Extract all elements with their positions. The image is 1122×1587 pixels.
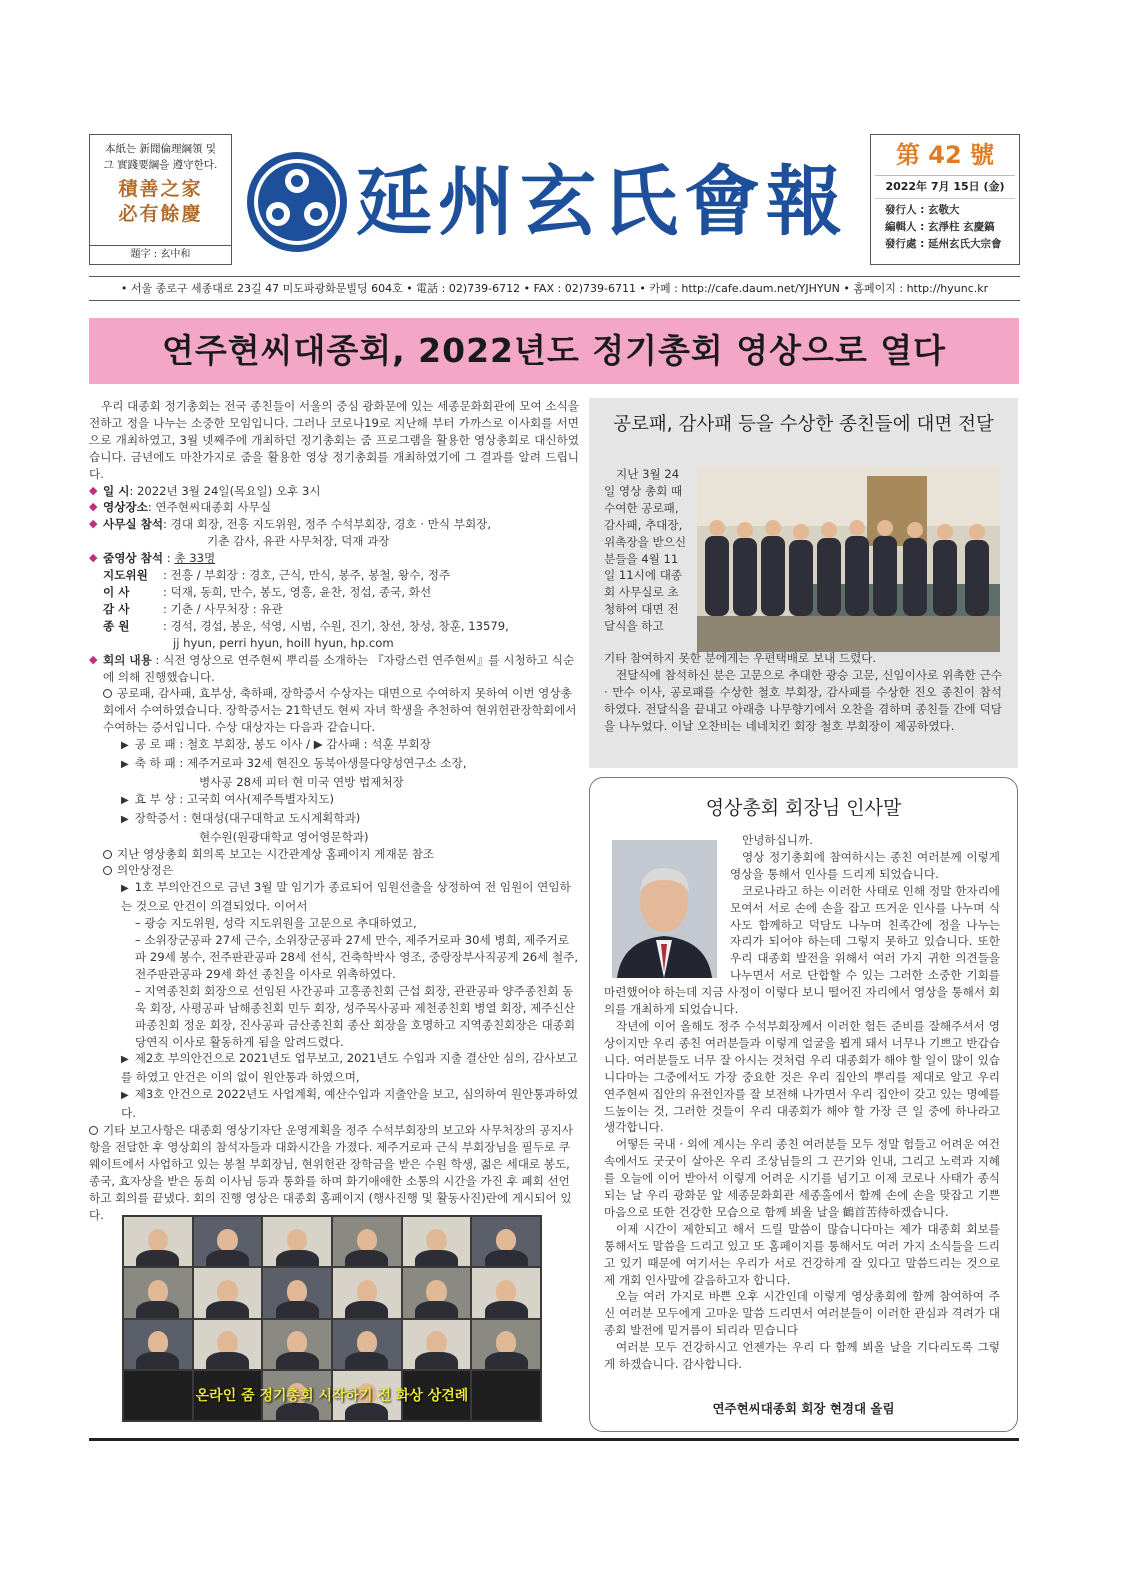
participant-tile bbox=[333, 1268, 401, 1317]
main-headline: 연주현씨대종회, 2022년도 정기총회 영상으로 열다 bbox=[89, 318, 1019, 384]
participant-tile bbox=[124, 1320, 192, 1369]
calligraphy-caption: 題字 : 玄中和 bbox=[90, 245, 231, 264]
award-delivery-text-wide: 기타 참여하지 못한 분에게는 우편택배로 보내 드렸다. bbox=[604, 651, 877, 665]
triangle-bullet-icon: ▶ bbox=[121, 759, 129, 771]
award-item bbox=[121, 755, 579, 774]
ethics-box bbox=[89, 134, 232, 265]
meeting-content-value: : 식전 영상으로 연주현씨 뿌리를 소개하는 『자랑스런 연주현씨』를 시청하고 식순에 의해 진행했습니다. bbox=[103, 652, 575, 684]
role-value: : 덕재, 동희, 만수, 봉도, 영흥, 윤찬, 정섭, 종국, 화선 bbox=[163, 584, 432, 599]
greeting-narrow-block bbox=[604, 832, 1000, 883]
award-text-continued: 현수원(원광대학교 영어영문학과) bbox=[199, 829, 369, 844]
agenda-item bbox=[121, 1086, 579, 1122]
agenda-subitem: – 광승 지도위원, 성락 지도위원을 고문으로 추대하였고, bbox=[135, 916, 417, 931]
office-attendance-value: : 경대 회장, 전흥 지도위원, 정주 수석부회장, 경호 · 만식 부회장, bbox=[163, 517, 492, 532]
editor: 編輯人 : 玄淨柱 玄慶鎬 bbox=[885, 221, 995, 233]
issue-number: 第 42 號 bbox=[875, 135, 1015, 176]
participant-tile bbox=[124, 1268, 192, 1317]
award-delivery-paragraph: 전달식에 참석하신 분은 고문으로 추대한 광승 고문, 신임이사로 위촉한 근수 · 만수 이사, 공로패를 수상한 철호 부회장, 감사패를 수상한 진오 종친이 참석하였다. 전달식을 끝내고 아래층 나무향기에서 오찬을 겸하며 종친들 간에 덕담을 나누었다. 이날 오찬비는 네네치킨 회장 철호 부회장이 제공하였다. bbox=[604, 667, 1002, 733]
participant-tile bbox=[263, 1320, 331, 1369]
zoom-photo-caption: 온라인 줌 정기총회 시작하기 전 화상 상견례 bbox=[195, 1388, 469, 1404]
participant-tile bbox=[194, 1268, 262, 1317]
zoom-attendance-label: 줌영상 참석 bbox=[103, 551, 164, 566]
main-article bbox=[89, 398, 579, 1224]
award-text: 장학증서 : 현대성(대구대학교 도시계획학과) bbox=[134, 810, 361, 825]
diamond-bullet-icon: ◆ bbox=[89, 517, 98, 531]
office-attendance-value-2: 기춘 감사, 유관 사무처장, 덕재 과장 bbox=[207, 534, 390, 549]
participant-tile bbox=[472, 1268, 540, 1317]
triangle-bullet-icon: ▶ bbox=[121, 1090, 129, 1102]
meeting-date-row bbox=[89, 483, 579, 500]
award-intro bbox=[103, 685, 579, 736]
circle-bullet-icon bbox=[103, 866, 112, 875]
prev-minutes bbox=[103, 846, 579, 863]
participant-tile bbox=[194, 1217, 262, 1266]
circle-bullet-icon bbox=[103, 689, 112, 698]
greeting-paragraph: 안녕하십니까. bbox=[742, 833, 813, 847]
role-label: 이 사 bbox=[103, 584, 130, 599]
issue-date: 2022年 7月 15日 (金) bbox=[875, 176, 1015, 199]
greeting-paragraph: 여러분 모두 건강하시고 언젠가는 우리 다 함께 뵈올 날을 기다리도록 그렇게 하겠습니다. 감사합니다. bbox=[604, 1340, 1000, 1372]
award-delivery-text bbox=[604, 650, 1002, 735]
award-item bbox=[121, 791, 579, 810]
ethics-line-2: 그 實踐要綱을 遵守한다. bbox=[103, 159, 218, 171]
award-item bbox=[121, 736, 579, 755]
clan-emblem-icon bbox=[245, 150, 349, 254]
triangle-bullet-icon: ▶ bbox=[121, 1054, 129, 1066]
greeting-paragraph: 코로나라고 하는 이러한 사태로 인해 정말 한자리에 모여서 서로 손에 손을 잡고 뜨거운 인사를 나누며 식사도 함께하고 덕담도 나누며 친족간에 정을 나누는 자리가 되어야 하는데 그렇지 못하고 있습니다. 또한 우리 대종회 발전을 위해서 여러 가지 귀한 의견들을 나누면서 서로 단합할 수 있는 그러한 소중한 기회를 마련했어야 하는데 지금 사정이 이렇다 보니 떨어진 자리에서 영상을 통해서 회의를 개최하게 되었습니다. bbox=[604, 883, 1000, 1017]
zoom-attendance-count: 총 33명 bbox=[174, 551, 216, 566]
venue-row bbox=[89, 499, 579, 516]
triangle-bullet-icon: ▶ bbox=[121, 813, 129, 825]
agenda-title bbox=[103, 862, 579, 879]
issue-box bbox=[870, 134, 1020, 265]
role-row-auditors bbox=[103, 601, 579, 618]
other-reports bbox=[89, 1122, 579, 1223]
award-item bbox=[121, 810, 579, 829]
publishing-office: 發行處 : 延州玄氏大宗會 bbox=[885, 238, 1002, 250]
agenda-text: 1호 부의안건으로 금년 3월 말 임기가 종료되어 임원선출을 상정하여 전 임원이 연임하는 것으로 안건이 의결되었다. 이어서 bbox=[121, 880, 571, 914]
agenda-item bbox=[121, 879, 579, 915]
calligraphy-line-2: 必有餘慶 bbox=[118, 203, 203, 225]
award-delivery-text-narrow: 지난 3월 24일 영상 총회 때 수여한 공로패, 감사패, 추대장, 위촉장을 받으신 분들을 4월 11일 11시에 대종회 사무실로 초청하여 대면 전달식을 하고 bbox=[604, 467, 687, 634]
bottom-rule bbox=[89, 1438, 1019, 1441]
agenda-subitem: – 소위장군공파 27세 근수, 소위장군공파 27세 만수, 제주거로파 30세 병희, 제주거로파 29세 봉수, 전주판관공파 28세 선식, 건축학박사 영조, 중랑장부사직공게 26세 철주, 전주판관공파 29세 화선 종친을 이사로 위촉하였다. bbox=[135, 933, 579, 981]
diamond-bullet-icon: ◆ bbox=[89, 483, 98, 497]
meeting-content-label: 회의 내용 bbox=[103, 652, 152, 667]
award-intro-text: 공로패, 감사패, 효부상, 축하패, 장학증서 수상자는 대면으로 수여하지 못하여 이번 영상총회에서 수여하였습니다. 장학증서는 21학년도 현씨 자녀 학생을 추천하여 현위헌관장학회에서 수여하는 증서입니다. 수상 대상자는 다음과 같습니다. bbox=[103, 686, 577, 735]
circle-bullet-icon bbox=[103, 850, 112, 859]
participant-tile bbox=[333, 1320, 401, 1369]
zoom-attendance-row bbox=[89, 550, 579, 567]
office-attendance-row bbox=[89, 516, 579, 533]
participant-tile bbox=[263, 1217, 331, 1266]
newspaper-title: 延州玄氏會報 bbox=[356, 157, 848, 246]
greeting-signature: 연주현씨대종회 회장 현경대 올림 bbox=[712, 1401, 895, 1416]
office-attendance-label: 사무실 참석 bbox=[103, 517, 164, 532]
meeting-date-label: 일 시 bbox=[103, 483, 130, 498]
participant-tile bbox=[333, 1217, 401, 1266]
meeting-date-value: : 2022년 3월 24일(목요일) 오후 3시 bbox=[129, 483, 321, 498]
participant-tile bbox=[403, 1217, 471, 1266]
diamond-bullet-icon: ◆ bbox=[89, 500, 98, 514]
contact-info-bar: • 서울 종로구 세종대로 23길 47 미도파광화문빌딩 604호 • 電話 : 02)739-6712 • FAX : 02)739-6711 • 카페 : http://cafe.daum.net/YJHYUN • 홈페이지 : http://hyunc.kr bbox=[89, 276, 1020, 301]
triangle-bullet-icon: ▶ bbox=[121, 883, 129, 895]
role-value: : 기춘 / 사무처장 : 유관 bbox=[163, 601, 283, 616]
agenda-text: 제2호 부의안건으로 2021년도 업무보고, 2021년도 수입과 지출 결산안 심의, 감사보고를 하였고 안건은 이의 없이 원안통과 하였으며, bbox=[121, 1051, 578, 1085]
greeting-paragraph: 작년에 이어 올해도 정주 수석부회장께서 이러한 험든 준비를 잘해주셔서 영상이지만 우리 종친 여러분들과 이렇게 얼굴을 뵙게 돼서 너무나 기쁘고 반갑습니다. 여러분들도 너무 잘 아시는 것처럼 우리 대종회가 해야 할 일이 많이 있습니다마는 그중에서도 가장 중요한 것은 우리 집안의 뿌리를 제대로 알고 우리 연주현씨 집안의 유전인자를 잘 보전해 나가면서 우리 집안이 갖고 있는 명예를 드높이는 것, 그러한 것들이 우리 대종회가 해야 할 가장 큰 일 중에 하나라고 생각합니다. bbox=[604, 1018, 1000, 1135]
participant-tile bbox=[472, 1320, 540, 1369]
role-row-directors bbox=[103, 584, 579, 601]
meeting-content bbox=[103, 652, 579, 686]
greeting-text bbox=[604, 832, 1000, 1373]
award-text: 축 하 패 : 제주거로파 32세 현진오 동북아생물다양성연구소 소장, bbox=[134, 756, 467, 771]
calligraphy-line-1: 積善之家 bbox=[118, 178, 203, 200]
award-text: 공 로 패 : 철호 부회장, 봉도 이사 / ▶ 감사패 : 석훈 부회장 bbox=[134, 737, 431, 752]
award-text-continued: 병사공 28세 피터 현 미국 연방 법제처장 bbox=[199, 774, 404, 789]
triangle-bullet-icon: ▶ bbox=[121, 794, 129, 806]
staff-list bbox=[871, 199, 1019, 253]
participant-tile bbox=[472, 1217, 540, 1266]
zoom-colon: : bbox=[163, 551, 175, 566]
diamond-bullet-icon: ◆ bbox=[89, 551, 98, 565]
greeting-title: 영상총회 회장님 인사말 bbox=[705, 797, 902, 819]
ethics-line-1: 本紙는 新聞倫理綱領 및 bbox=[105, 143, 216, 155]
diamond-bullet-icon: ◆ bbox=[89, 652, 98, 666]
role-value: : 경석, 경섭, 봉운, 석영, 시범, 수원, 진기, 창선, 창성, 창훈, 13579, bbox=[163, 618, 509, 633]
publisher: 發行人 : 玄敬大 bbox=[885, 204, 960, 216]
role-value: : 전흥 / 부회장 : 경호, 근식, 만식, 봉주, 봉철, 왕수, 정주 bbox=[163, 568, 451, 583]
article-intro: 우리 대종회 정기총회는 전국 종친들이 서울의 중심 광화문에 있는 세종문화회관에 모여 소식을 전하고 정을 나누는 소중한 모임입니다. 그러나 코로나19로 지난해 부터 가까스로 이사회를 서면으로 개최하였고, 3월 넷째주에 개최하던 정기총회는 줌 프로그램을 활용한 영상총회로 대신하였습니다. 금년에도 마찬가지로 줌을 활용한 영상 정기총회를 개최하였기에 그 결과를 알려 드립니다. bbox=[89, 399, 579, 481]
award-delivery-title: 공로패, 감사패 등을 수상한 종친들에 대면 전달 bbox=[613, 414, 994, 435]
greeting-paragraph: 이제 시간이 제한되고 해서 드릴 말씀이 많습니다마는 제가 대종회 회보를 통해서도 말씀을 드리고 있고 또 홈페이지를 통해서도 여러 가지 소식들을 드리고 있기 때문에 여기서는 우리가 서로 건강하게 잘 있다고 말씀드리는 것으로 제 개회 인사말에 갈음하고자 합니다. bbox=[604, 1221, 1000, 1287]
role-value-2: jj hyun, perri hyun, hoill hyun, hp.com bbox=[173, 635, 394, 650]
prev-minutes-text: 지난 영상총회 회의록 보고는 시간관계상 홈페이지 게재문 참조 bbox=[117, 846, 434, 861]
role-label: 종 원 bbox=[103, 618, 130, 633]
role-row-advisors bbox=[103, 567, 579, 584]
role-row-members bbox=[103, 618, 579, 635]
greeting-paragraph: 어떻든 국내 · 외에 계시는 우리 종친 여러분들 모두 정말 험들고 어려운 여건 속에서도 굿굿이 살아온 우리 조상님들의 그 끈기와 인내, 그리고 노력과 지혜를 오늘에 이어 받아서 이렇게 어려운 시기를 넘기고 이제 코로나 사태가 종식되는 날 우리 광화문 앞 세종문화회관 세종홀에서 함께 손에 손을 맞잡고 기쁜 마음으로 또한 건강한 모습으로 함께 뵈올 날을 鶴首苦待하겠습니다. bbox=[604, 1137, 1000, 1219]
agenda-title-text: 의안상정은 bbox=[117, 863, 173, 878]
other-reports-text: 기타 보고사항은 대종회 영상기자단 운영계획을 정주 수석부회장의 보고와 사무처장의 공지사항을 전달한 후 영상회의 참석자들과 대화시간을 가졌다. 제주거로파 근식 부회장님을 필두로 쿠웨이트에서 사업하고 있는 봉철 부회장님, 현위헌관 장학금을 받은 수원 학생, 젊은 세대로 봉도, 종국, 효자상을 받은 동희 이사님 등과 통화를 하며 화기애애한 소통의 시간을 가진 후 폐회 선언하고 회의를 끝냈다. 회의 진행 영상은 대종회 홈페이지 (행사진행 및 활동사진)란에 게시되어 있다. bbox=[89, 1123, 573, 1222]
meeting-content-row bbox=[89, 652, 579, 686]
participant-tile bbox=[263, 1268, 331, 1317]
triangle-bullet-icon: ▶ bbox=[121, 740, 129, 752]
role-label: 지도위원 bbox=[103, 568, 148, 583]
award-text: 효 부 상 : 고국희 여사(제주특별자치도) bbox=[134, 791, 335, 806]
participant-tile bbox=[403, 1268, 471, 1317]
greeting-paragraph: 영상 정기총회에 참여하시는 종친 여러분께 이렇게 영상을 통해서 인사를 드리게 되었습니다. bbox=[730, 849, 1000, 881]
participant-tile bbox=[194, 1320, 262, 1369]
circle-bullet-icon bbox=[89, 1126, 98, 1135]
agenda-subitem: – 지역종친회 회장으로 선임된 사간공파 고흥종친회 근섭 회장, 관관공파 양주종친회 동욱 회장, 사평공파 남해종친회 민두 회장, 성주목사공파 제천종친회 병열 회장, 제주신산파종친회 정운 회장, 진사공파 금산종친회 종산 회장을 호명하고 지역종친회장은 대종회 당연직 이사로 활동하게 됨을 알려드렸다. bbox=[135, 983, 576, 1049]
venue-value: : 연주현씨대종회 사무실 bbox=[147, 500, 272, 515]
greeting-paragraph: 오늘 여러 가지로 바쁜 오후 시간인데 이렇게 영상총회에 함께 참여하여 주신 여러분 모두에게 고마운 말씀 드리면서 여러분들이 이러한 관심과 격려가 대종회 발전에 밑거름이 되리라 믿습니다 bbox=[604, 1289, 1000, 1338]
venue-label: 영상장소 bbox=[103, 500, 148, 515]
ethics-note bbox=[90, 135, 231, 173]
participant-tile bbox=[403, 1320, 471, 1369]
agenda-item bbox=[121, 1050, 579, 1086]
agenda-text: 제3호 안건으로 2022년도 사업계획, 예산수입과 지출안을 보고, 심의하여 원안통과하였다. bbox=[121, 1087, 579, 1121]
participant-tile bbox=[124, 1217, 192, 1266]
group-photo bbox=[697, 466, 1000, 652]
calligraphy bbox=[90, 177, 231, 227]
role-label: 감 사 bbox=[103, 601, 130, 616]
